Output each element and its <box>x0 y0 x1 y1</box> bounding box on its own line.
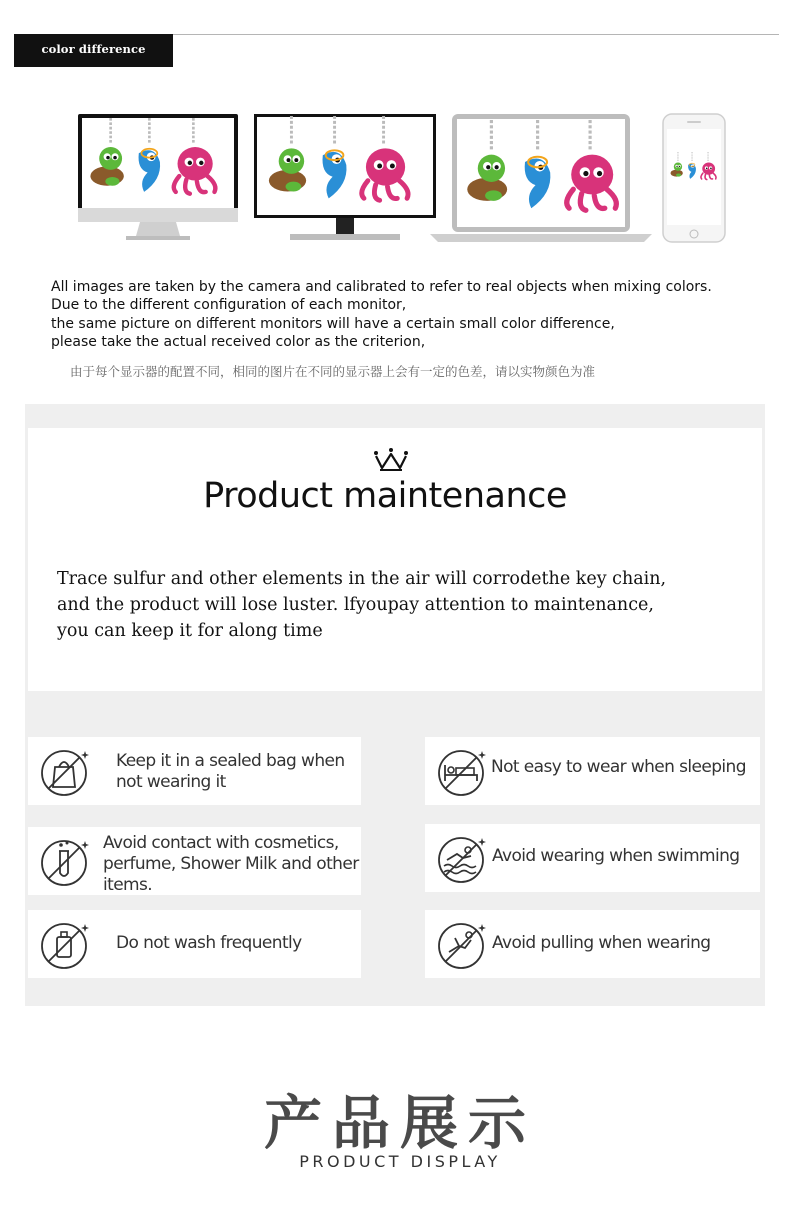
tip-text-line: Keep it in a sealed bag when <box>116 751 345 771</box>
maintenance-body-line-3: you can keep it for along time <box>57 621 323 641</box>
laptop <box>430 114 652 242</box>
disclaimer-line-3: the same picture on different monitors will have a certain small color difference, <box>51 316 615 332</box>
devices-illustration <box>0 0 800 260</box>
disclaimer-line-4: please take the actual received color as the criterion, <box>51 334 426 350</box>
tip-text-line: not wearing it <box>116 772 226 792</box>
tip-text-line: Avoid contact with cosmetics, <box>103 833 339 853</box>
tip-card-sealed-bag <box>28 737 361 805</box>
disclaimer-chinese: 由于每个显示器的配置不同，相同的图片在不同的显示器上会有一定的色差，请以实物颜色为准 <box>70 364 596 379</box>
disclaimer-line-2: Due to the different configuration of each monitor, <box>51 297 407 313</box>
maintenance-title: Product maintenance <box>203 476 567 516</box>
tip-card-washing <box>28 910 361 978</box>
disclaimer-line-1: All images are taken by the camera and calibrated to refer to real objects when mixing colors. <box>51 279 712 295</box>
product-display-title-cn: 产品展示 <box>263 1089 536 1157</box>
tip-card-sleeping <box>425 737 760 805</box>
color-difference-badge: color difference problem <box>14 34 173 67</box>
tip-text-line: Avoid pulling when wearing <box>492 933 711 953</box>
tip-text-line: perfume, Shower Milk and other <box>103 854 359 874</box>
tip-card-swimming <box>425 824 760 892</box>
crown-icon <box>372 446 410 472</box>
maintenance-body-line-1: Trace sulfur and other elements in the air will corrodethe key chain, <box>57 569 667 589</box>
tip-card-cosmetics <box>28 827 361 895</box>
tip-text-line: Avoid wearing when swimming <box>492 846 740 866</box>
desktop-monitor <box>254 114 436 240</box>
no-pulling-icon <box>435 916 491 972</box>
tip-text-line: Not easy to wear when sleeping <box>491 757 746 777</box>
sealed-bag-icon <box>38 743 94 799</box>
no-cosmetics-icon <box>38 833 94 889</box>
tip-card-pulling <box>425 910 760 978</box>
product-display-title-en: PRODUCT DISPLAY <box>299 1152 501 1171</box>
tip-text-line: Do not wash frequently <box>116 933 302 953</box>
maintenance-body-line-2: and the product will lose luster. lfyoupay attention to maintenance, <box>57 595 654 615</box>
imac-monitor <box>78 114 238 240</box>
no-sleeping-icon <box>435 743 491 799</box>
tip-text-line: items. <box>103 875 153 895</box>
no-swimming-icon <box>435 830 491 886</box>
no-washing-icon <box>38 916 94 972</box>
smartphone <box>663 114 725 242</box>
